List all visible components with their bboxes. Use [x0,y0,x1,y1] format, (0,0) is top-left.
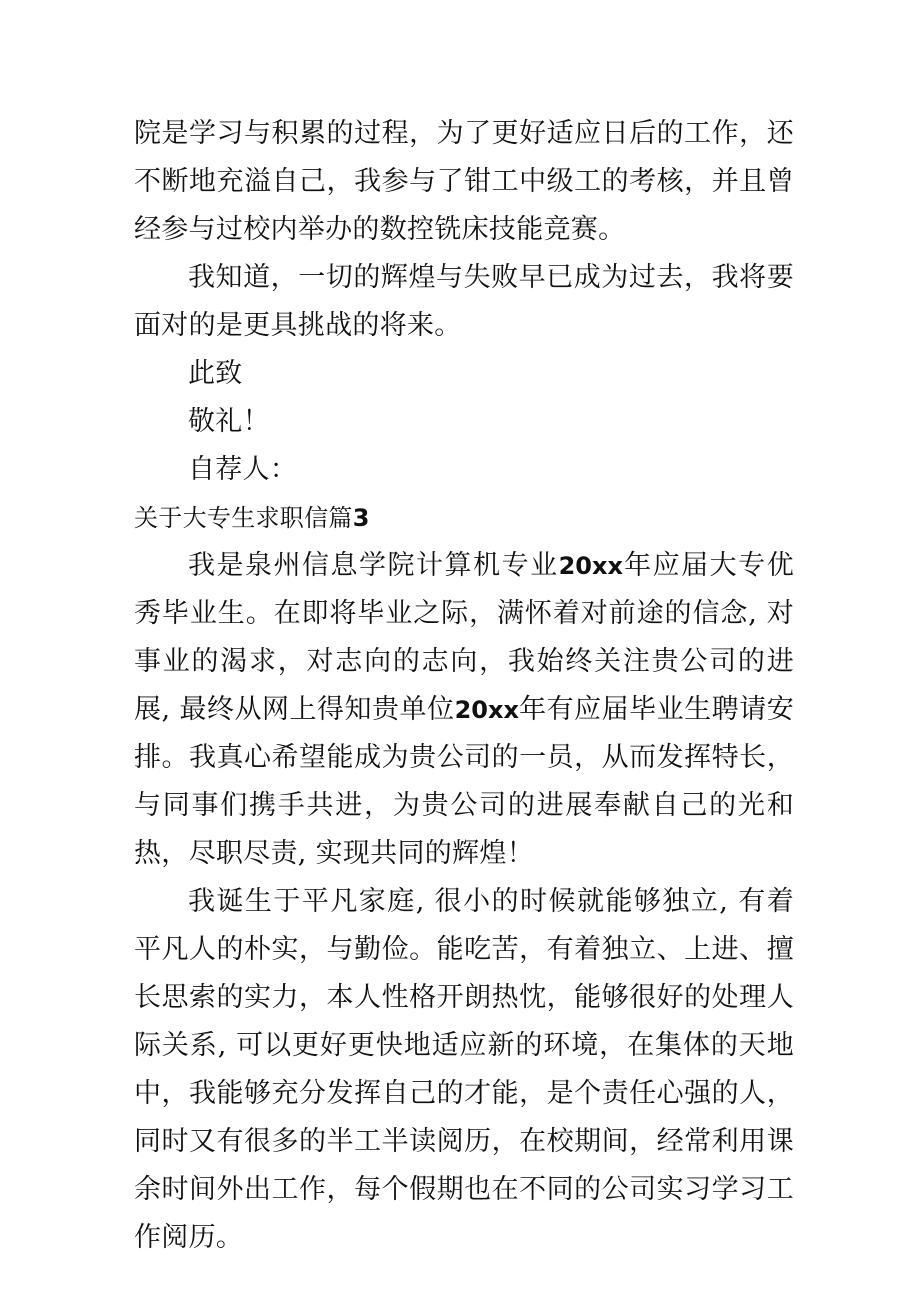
paragraph-continuation: 院是学习与积累的过程，为了更好适应日后的工作，还不断地充溢自己，我参与了钳工中级工的考核，并且曾经参与过校内举办的数控铣床技能竞赛。 [134,118,794,245]
intro-text-1: 我是泉州信息学院计算机专业 [188,550,559,581]
intro-text-2: 年应届大专优秀毕业生。在即将毕业之际，满怀着对前途的信念, 对事业的渴求，对志向的志向，我始终关注贵公司的进展, 最终从网上得知贵单位 [134,550,794,725]
heading-number: 3 [352,504,370,532]
heading-text: 关于大专生求职信篇 [134,504,353,532]
closing-salutation: 此致 [188,358,243,389]
paragraph-future: 我知道，一切的辉煌与失败早已成为过去，我将要面对的是更具挑战的将来。 [134,262,794,341]
section-heading [134,494,794,542]
intro-year-1: 20xx [558,552,623,580]
paragraph-intro [134,542,794,878]
intro-text-3: 年有应届毕业生聘请安排。我真心希望能成为贵公司的一员，从而发挥特长，与同事们携手共进，为贵公司的进展奉献自己的光和热，尽职尽责, 实现共同的辉煌！ [134,694,794,869]
document-body [134,110,794,1262]
signature-line: 自荐人： [188,454,298,485]
intro-year-2: 20xx [454,696,519,724]
closing-regards: 敬礼！ [188,406,270,437]
paragraph-background: 我诞生于平凡家庭, 很小的时候就能够独立, 有着平凡人的朴实，与勤俭。能吃苦，有着独立、上进、擅长思索的实力，本人性格开朗热忱，能够很好的处理人际关系, 可以更好更快地适应新的环境，在集体的天地中，我能够充分发挥自己的才能，是个责任心强的人，同时又有很多的半工半读阅历，在校期间，经常利用课余时间外出工作，每个假期也在不同的公司实习学习工作阅历。 [134,886,794,1253]
